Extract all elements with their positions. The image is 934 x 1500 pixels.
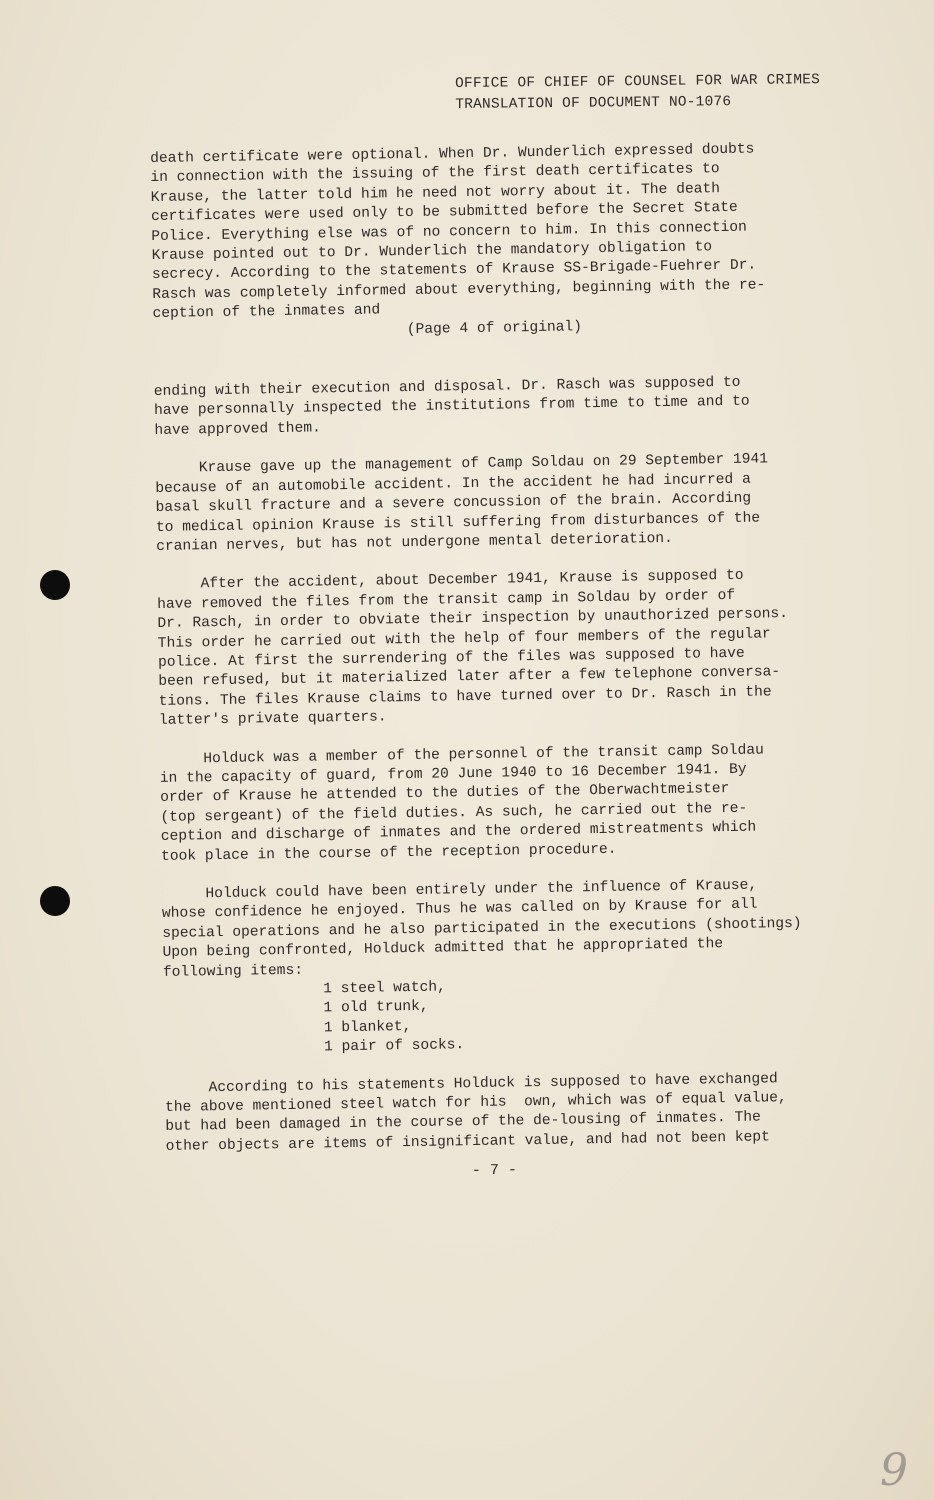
text-line: secrecy. According to the statements of Krause SS-Brigade-Fuehrer Dr. — [151, 257, 757, 284]
text-line: Holduck could have been entirely under the influence of Krause, — [161, 877, 758, 903]
text-line: in the capacity of guard, from 20 June 1940 to 16 December 1941. By — [159, 761, 747, 787]
handwritten-page-mark: 9 — [880, 1445, 908, 1496]
text-line: whose confidence he enjoyed. Thus he was called on by Krause for all — [161, 896, 758, 923]
text-line: According to his statements Holduck is supposed to have exchanged — [164, 1070, 778, 1097]
paragraph-3 — [155, 449, 846, 557]
text-line: This order he carried out with the help of four members of the regular — [157, 625, 771, 652]
appropriated-items-list — [163, 972, 854, 1060]
header-office-line: OFFICE OF CHIEF OF COUNSEL FOR WAR CRIMES — [455, 72, 821, 92]
text-line: ception of the inmates and — [152, 302, 381, 323]
text-line: After the accident, about December 1941, Krause is supposed to — [156, 568, 744, 594]
text-line: basal skull fracture and a severe concussion of the brain. According — [155, 490, 752, 517]
text-line: cranian nerves, but has not undergone mental deterioration. — [156, 530, 673, 555]
text-line: Krause pointed out to Dr. Wunderlich the mandatory obligation to — [151, 239, 713, 265]
text-line: to medical opinion Krause is still suffering from disturbances of the — [155, 509, 761, 536]
page-number: - 7 - — [471, 1161, 518, 1180]
text-line: Krause gave up the management of Camp Soldau on 29 September 1941 — [154, 451, 769, 478]
text-line: ception and discharge of inmates and the ordered mistreatments which — [160, 819, 757, 846]
text-line: Rasch was completely informed about everything, beginning with the re- — [152, 277, 766, 303]
punch-hole-icon — [40, 886, 70, 916]
text-line: been refused, but it materialized later after a few telephone conversa- — [158, 664, 781, 691]
text-line: Dr. Rasch, in order to obviate their inspection by unauthorized persons. — [157, 606, 789, 633]
paragraph-4 — [157, 565, 849, 731]
paragraph-1 — [150, 139, 843, 324]
text-line: Krause, the latter told him he need not worry about it. The death — [150, 180, 721, 206]
text-line: but had been damaged in the course of the de-lousing of inmates. The — [165, 1109, 761, 1136]
list-item: 1 pair of socks. — [323, 1037, 465, 1056]
text-line: latter's private quarters. — [158, 709, 387, 730]
text-line: in connection with the issuing of the first death certificates to — [150, 161, 720, 187]
list-item: 1 steel watch, — [323, 979, 446, 998]
text-line: have removed the files from the transit camp in Soldau by order of — [157, 587, 736, 613]
text-line: certificates were used only to be submitted before the Secret State — [150, 199, 738, 226]
paragraph-2 — [154, 372, 845, 441]
list-item: 1 blanket, — [323, 1018, 412, 1037]
text-line: the above mentioned steel watch for his own, which was of equal value, — [164, 1090, 787, 1116]
text-line: death certificate were optional. When Dr. Wunderlich expressed doubts — [150, 141, 755, 167]
paragraph-5 — [159, 740, 851, 867]
text-line: tions. The files Krause claims to have turned over to Dr. Rasch in the — [158, 684, 772, 710]
original-page-reference: (Page 4 of original) — [406, 318, 583, 338]
document-header — [455, 70, 820, 116]
text-line: have personnally inspected the institutions from time to time and to — [153, 394, 750, 420]
text-line: order of Krause he attended to the duties of the Oberwachtmeister — [160, 781, 730, 807]
list-item: 1 old trunk, — [323, 999, 429, 1017]
text-line: Upon being confronted, Holduck admitted that he appropriated the — [162, 936, 724, 962]
document-body — [150, 139, 856, 1157]
text-line: took place in the course of the reception procedure. — [160, 841, 617, 865]
text-line: have approved them. — [154, 420, 321, 439]
text-line: Holduck was a member of the personnel of the transit camp Soldau — [159, 741, 764, 768]
paragraph-6 — [162, 875, 853, 983]
punch-hole-icon — [40, 570, 70, 600]
header-translation-line: TRANSLATION OF DOCUMENT NO-1076 — [455, 94, 732, 113]
text-line: Police. Everything else was of no concern to him. In this connection — [151, 219, 747, 245]
paragraph-7 — [165, 1069, 856, 1157]
text-line: special operations and he also participated in the executions (shootings) — [162, 915, 802, 942]
text-line: following items: — [162, 962, 304, 981]
text-line: other objects are items of insignificant value, and had not been kept — [165, 1129, 770, 1155]
text-line: because of an automobile accident. In the accident he had incurred a — [155, 471, 751, 497]
text-line: police. At first the surrendering of the files was supposed to have — [157, 645, 745, 671]
text-line: ending with their execution and disposal. Dr. Rasch was supposed to — [153, 374, 741, 401]
text-line: (top sergeant) of the field duties. As such, he carried out the re- — [160, 800, 748, 826]
